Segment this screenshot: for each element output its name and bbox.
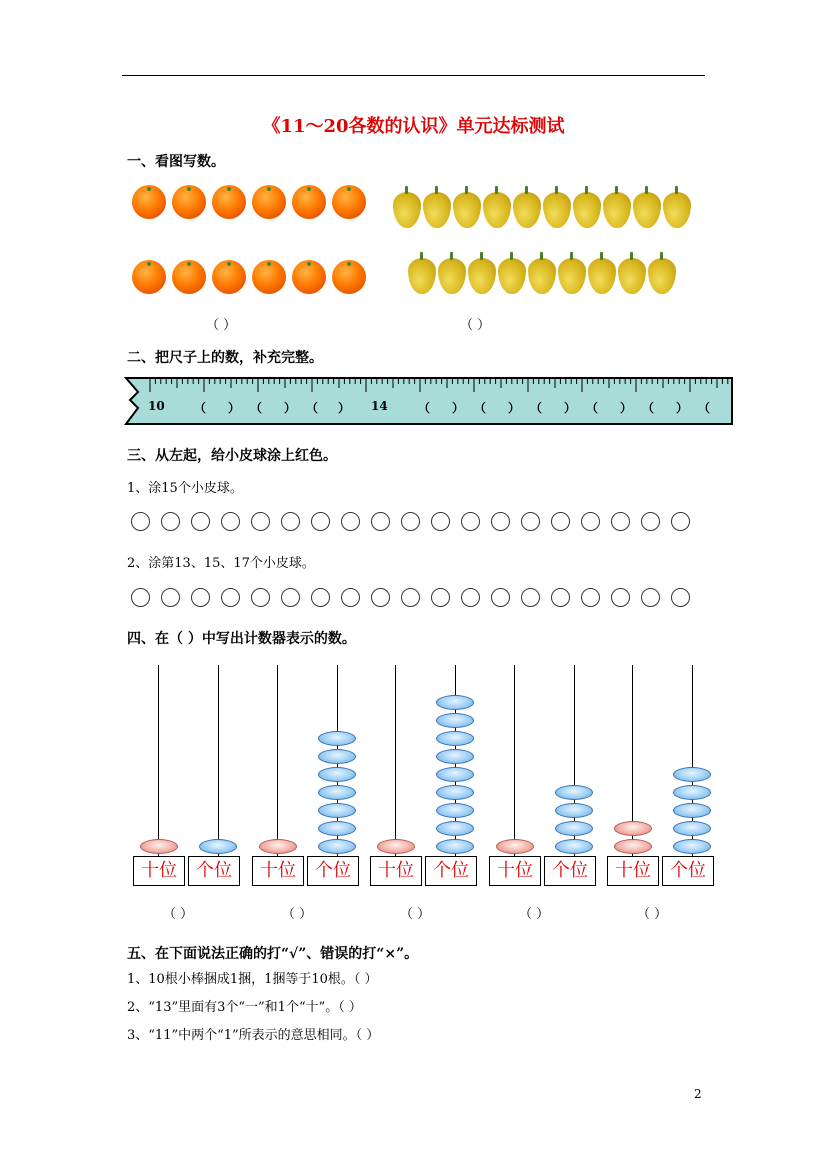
counter-answer-paren: （ ） (400, 907, 431, 922)
ball-circle (131, 588, 150, 607)
ball-circle (311, 588, 330, 607)
ball-circle (221, 512, 240, 531)
tens-bead (259, 839, 297, 854)
ones-label: 个位 (425, 856, 477, 886)
ball-circle (671, 512, 690, 531)
ruler-label: ） (452, 401, 465, 415)
tens-bead (496, 839, 534, 854)
ball-circle (581, 512, 600, 531)
ruler-label: ） (564, 401, 577, 415)
ones-label: 个位 (188, 856, 240, 886)
ball-circle (581, 588, 600, 607)
ball-circle (341, 588, 360, 607)
ball-circle (251, 512, 270, 531)
orange-image (132, 260, 166, 294)
tens-label: 十位 (252, 856, 304, 886)
counter-answer-paren: （ ） (519, 907, 550, 922)
ball-circle (521, 588, 540, 607)
pear-image (438, 258, 466, 294)
ball-circle (311, 512, 330, 531)
section1-heading: 一、看图写数。 (127, 154, 225, 170)
tens-rod (158, 665, 159, 856)
pear-image (423, 192, 451, 228)
pear-image (573, 192, 601, 228)
ball-circle (371, 512, 390, 531)
pear-image (543, 192, 571, 228)
orange-image (292, 185, 326, 219)
ruler-label: ） (338, 401, 351, 415)
ones-bead (673, 767, 711, 782)
tens-label: 十位 (133, 856, 185, 886)
ruler-label: 14 (371, 399, 388, 413)
ball-circle (671, 588, 690, 607)
ruler-label: ） (284, 401, 297, 415)
ball-circle (131, 512, 150, 531)
ball-circle (611, 512, 630, 531)
ruler-label: （ (250, 401, 263, 415)
answer-paren-pears: （ ） (460, 318, 491, 333)
judge-item-3: 3、“11”中两个“1”所表示的意思相同。（ ） (127, 1028, 380, 1043)
ones-label: 个位 (307, 856, 359, 886)
ball-circle (221, 588, 240, 607)
tens-rod (514, 665, 515, 856)
ball-circle (491, 512, 510, 531)
orange-image (172, 185, 206, 219)
ones-bead (673, 803, 711, 818)
ball-circle (191, 512, 210, 531)
ball-circle (401, 588, 420, 607)
ones-bead (318, 821, 356, 836)
pear-image (453, 192, 481, 228)
pear-image (528, 258, 556, 294)
orange-image (212, 260, 246, 294)
pear-image (483, 192, 511, 228)
ones-label: 个位 (662, 856, 714, 886)
tens-rod (395, 665, 396, 856)
pear-image (393, 192, 421, 228)
ones-bead (555, 839, 593, 854)
judge-item-1: 1、10根小棒捆成1捆，1捆等于10根。（ ） (127, 972, 378, 987)
ones-bead (436, 785, 474, 800)
ones-bead (555, 821, 593, 836)
orange-image (252, 185, 286, 219)
ruler-label: ） (620, 401, 633, 415)
ones-rod (218, 665, 219, 856)
ruler-label: 10 (148, 399, 165, 413)
judge-item-2: 2、“13”里面有3个“一”和1个“十”。（ ） (127, 1000, 362, 1015)
ruler-label: （ (530, 401, 543, 415)
ball-circle (551, 588, 570, 607)
ones-bead (436, 731, 474, 746)
ones-bead (318, 767, 356, 782)
header-rule (122, 75, 705, 76)
ones-bead (673, 785, 711, 800)
ruler-label: （ (194, 401, 207, 415)
tens-bead (140, 839, 178, 854)
ball-circle (431, 512, 450, 531)
tens-bead (377, 839, 415, 854)
orange-image (332, 260, 366, 294)
orange-image (212, 185, 246, 219)
tens-label: 十位 (607, 856, 659, 886)
ball-circle (341, 512, 360, 531)
pear-image (468, 258, 496, 294)
ball-circle (281, 512, 300, 531)
pear-image (498, 258, 526, 294)
pear-image (663, 192, 691, 228)
ones-bead (673, 821, 711, 836)
page-title: 《11～20各数的认识》单元达标测试 (262, 116, 565, 137)
tens-bead (614, 839, 652, 854)
ball-circle (611, 588, 630, 607)
ruler-label: （ (642, 401, 655, 415)
ball-circle (461, 588, 480, 607)
ruler-label: （ (586, 401, 599, 415)
ball-circle (641, 512, 660, 531)
section3-heading: 三、从左起，给小皮球涂上红色。 (127, 448, 337, 464)
ball-circle (161, 512, 180, 531)
tens-rod (277, 665, 278, 856)
ones-bead (436, 695, 474, 710)
counter-answer-paren: （ ） (637, 907, 668, 922)
ones-bead (436, 821, 474, 836)
q1-text: 1、涂15个小皮球。 (127, 481, 243, 496)
tens-label: 十位 (370, 856, 422, 886)
ones-bead (199, 839, 237, 854)
ball-circle (191, 588, 210, 607)
ones-bead (318, 785, 356, 800)
pear-image (588, 258, 616, 294)
ball-circle (491, 588, 510, 607)
orange-image (172, 260, 206, 294)
ones-bead (436, 767, 474, 782)
ones-bead (436, 803, 474, 818)
orange-image (292, 260, 326, 294)
ones-bead (436, 749, 474, 764)
ones-bead (318, 839, 356, 854)
ruler-label: ） (508, 401, 521, 415)
ball-circle (401, 512, 420, 531)
ones-label: 个位 (544, 856, 596, 886)
ball-circle (551, 512, 570, 531)
ones-bead (318, 731, 356, 746)
pear-image (408, 258, 436, 294)
ball-circle (161, 588, 180, 607)
ones-bead (318, 749, 356, 764)
ball-circle (461, 512, 480, 531)
ones-bead (555, 785, 593, 800)
pear-image (603, 192, 631, 228)
pear-image (648, 258, 676, 294)
ones-bead (436, 713, 474, 728)
answer-paren-oranges: （ ） (206, 318, 237, 333)
orange-image (132, 185, 166, 219)
q2-text: 2、涂第13、15、17个小皮球。 (127, 556, 315, 571)
ones-bead (318, 803, 356, 818)
ball-circle (281, 588, 300, 607)
counter-answer-paren: （ ） (163, 907, 194, 922)
ones-bead (436, 839, 474, 854)
pear-image (513, 192, 541, 228)
ones-bead (555, 803, 593, 818)
tens-label: 十位 (489, 856, 541, 886)
ruler (124, 376, 734, 426)
ruler-label: （ (418, 401, 431, 415)
ball-circle (521, 512, 540, 531)
ball-circle (431, 588, 450, 607)
page-number: 2 (694, 1087, 702, 1101)
section4-heading: 四、在（ ）中写出计数器表示的数。 (127, 631, 356, 647)
pear-image (633, 192, 661, 228)
pear-image (558, 258, 586, 294)
section2-heading: 二、把尺子上的数，补充完整。 (127, 350, 323, 366)
ruler-label: ） (676, 401, 689, 415)
ruler-label: （ (306, 401, 319, 415)
ruler-label: （ (474, 401, 487, 415)
ones-bead (673, 839, 711, 854)
orange-image (332, 185, 366, 219)
section5-heading: 五、在下面说法正确的打“√”、错误的打“×”。 (127, 946, 419, 962)
counter-answer-paren: （ ） (282, 907, 313, 922)
ball-circle (641, 588, 660, 607)
ruler-label: ） (228, 401, 241, 415)
ball-circle (251, 588, 270, 607)
ruler-label: （ (698, 401, 711, 415)
pear-image (618, 258, 646, 294)
tens-bead (614, 821, 652, 836)
orange-image (252, 260, 286, 294)
ball-circle (371, 588, 390, 607)
